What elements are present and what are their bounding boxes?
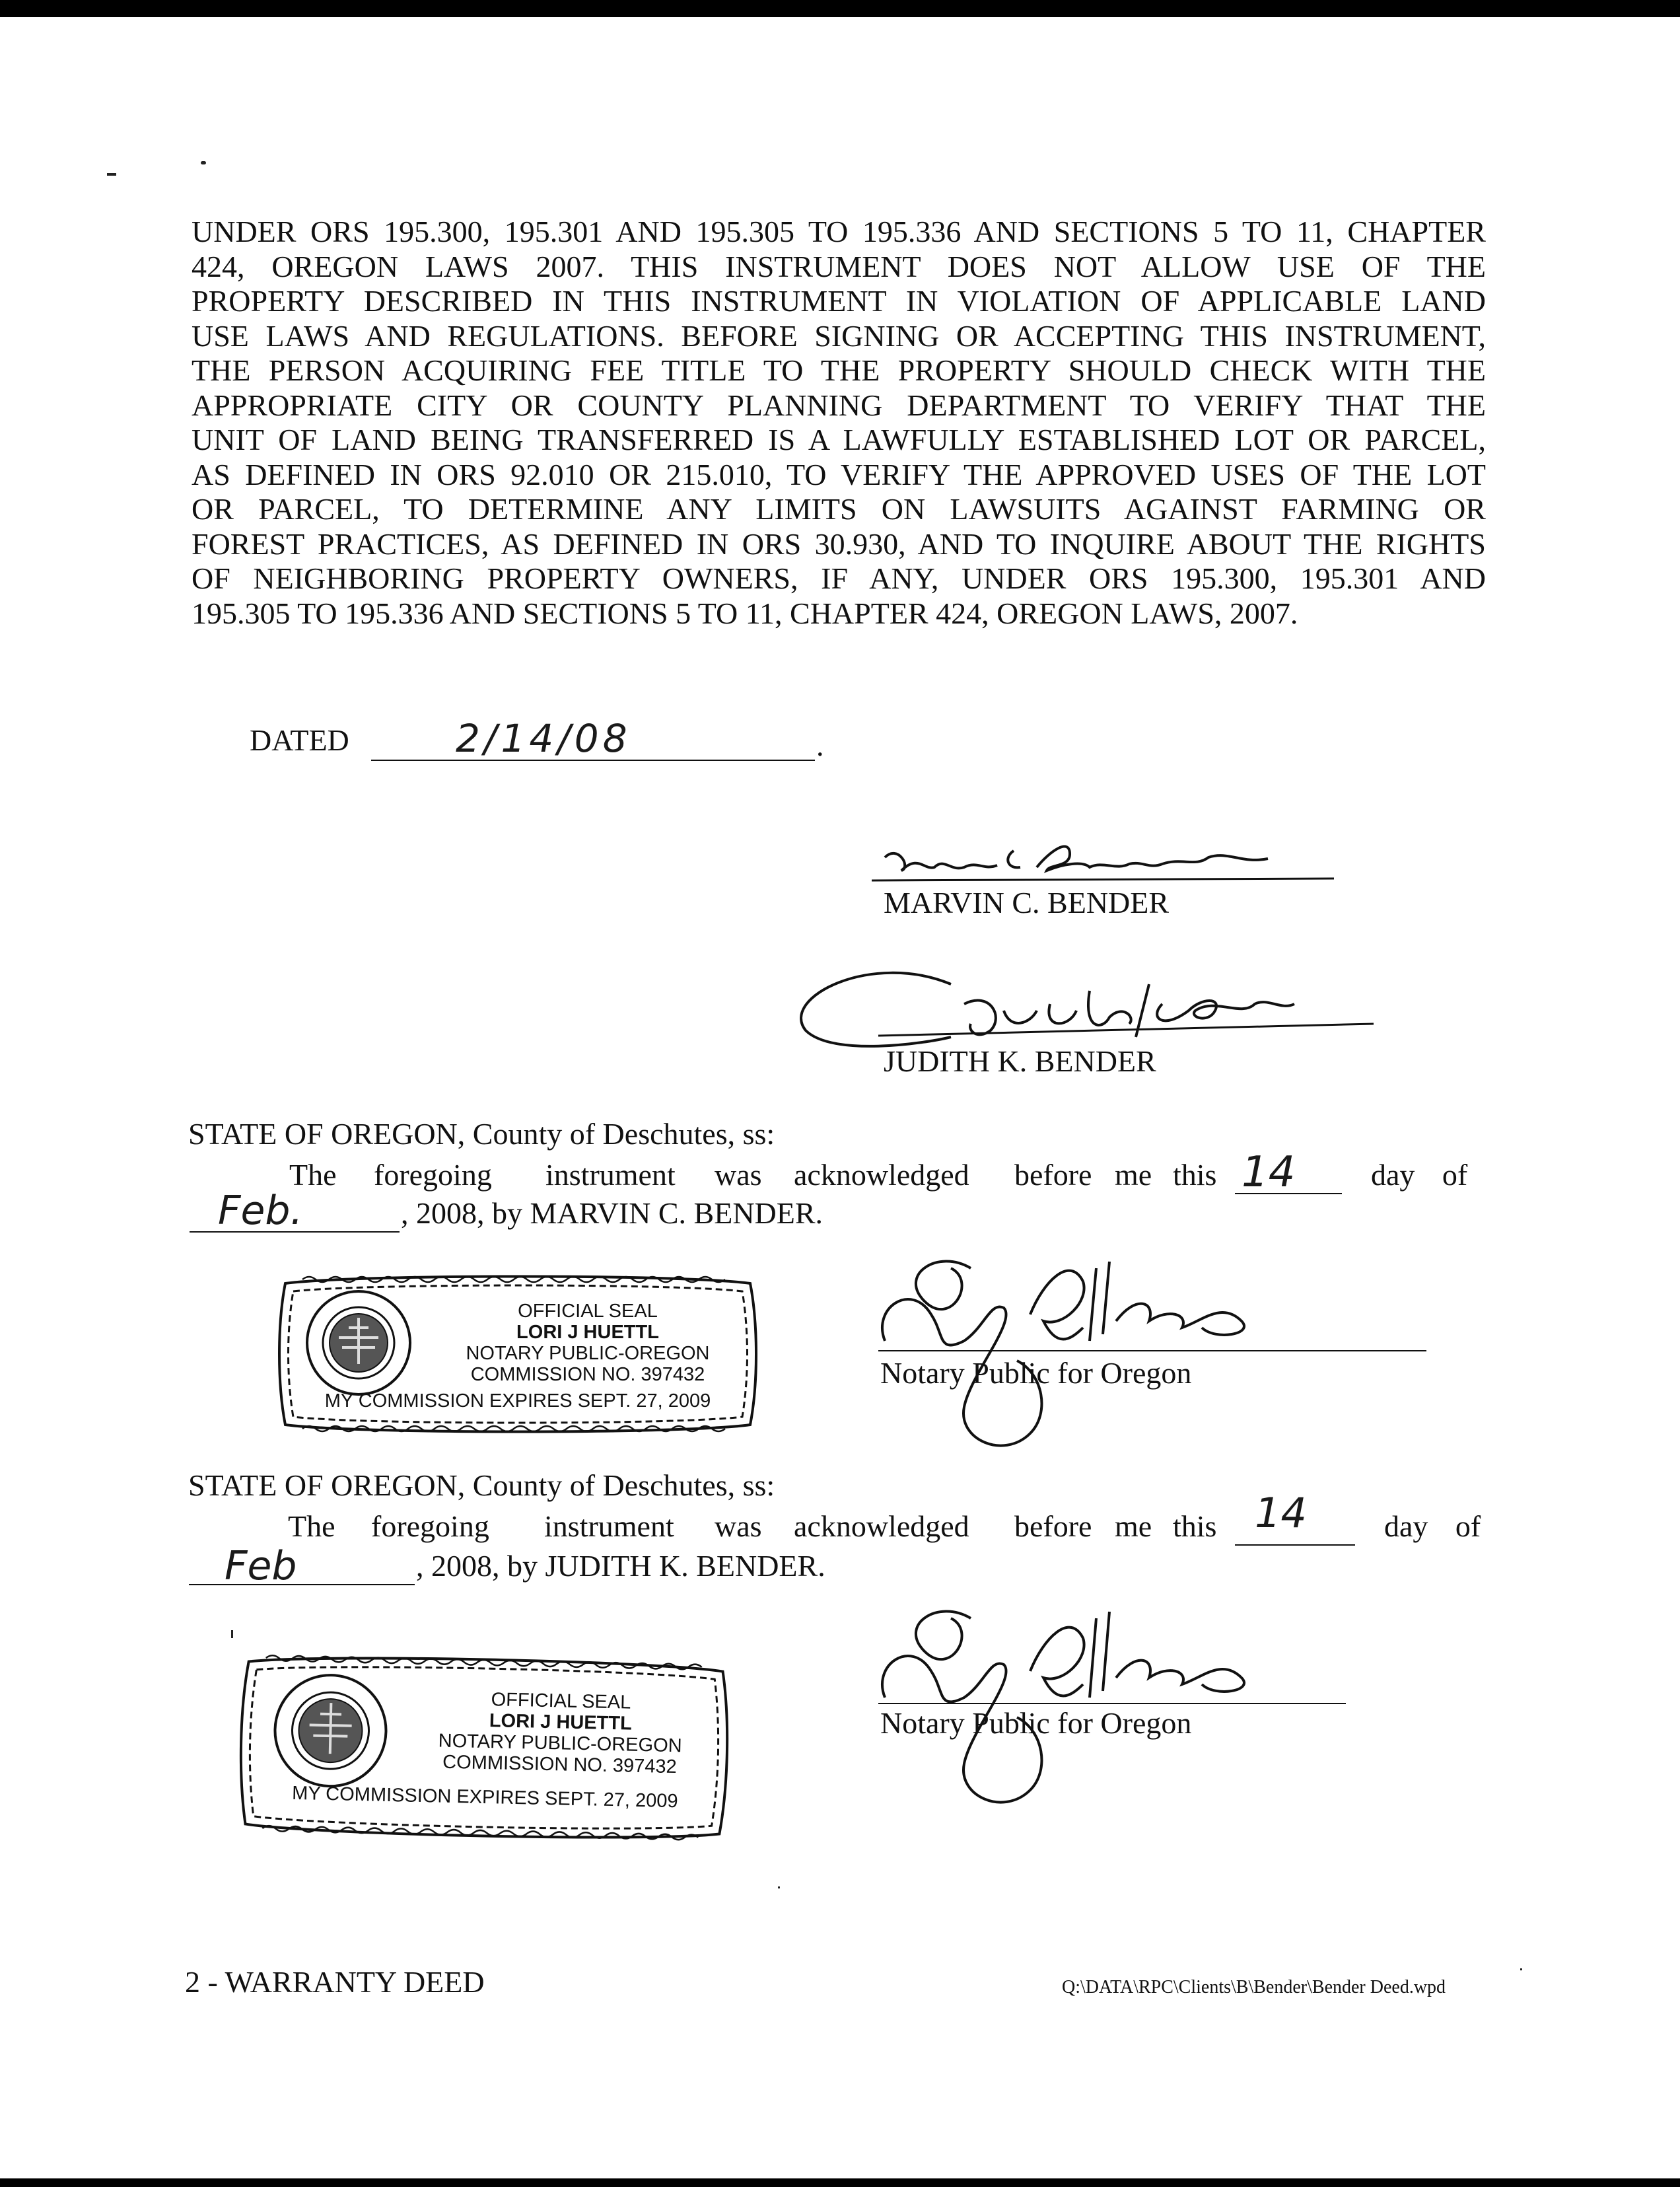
ack1-word: instrument bbox=[545, 1158, 676, 1192]
dated-label: DATED bbox=[250, 723, 349, 757]
ack1-month-handwritten: Feb. bbox=[218, 1188, 303, 1234]
paragraph-line: AS DEFINED IN ORS 92.010 OR 215.010, TO VERIFY THE APPROVED USES OF THE LOT bbox=[192, 457, 1486, 491]
scan-speck bbox=[231, 1630, 233, 1638]
ack1-word: before bbox=[1014, 1158, 1092, 1192]
paragraph-line: 424, OREGON LAWS 2007. THIS INSTRUMENT DOES NOT ALLOW USE OF THE bbox=[192, 249, 1486, 283]
signer-name-judith: JUDITH K. BENDER bbox=[884, 1044, 1156, 1078]
paragraph-line: OR PARCEL, TO DETERMINE ANY LIMITS ON LAWSUITS AGAINST FARMING OR bbox=[192, 492, 1486, 526]
seal-notary-name: LORI J HUETTL bbox=[516, 1322, 659, 1343]
ack2-venue: STATE OF OREGON, County of Deschutes, ss: bbox=[188, 1468, 775, 1502]
paragraph-line: 195.305 TO 195.336 AND SECTIONS 5 TO 11, CHAPTER 424, OREGON LAWS, 2007. bbox=[192, 596, 1298, 630]
seal-notary-name: LORI J HUETTL bbox=[489, 1710, 633, 1735]
dated-period: . bbox=[816, 729, 824, 762]
ack2-day-suffix: day of bbox=[1384, 1509, 1481, 1543]
ack1-word: foregoing bbox=[374, 1158, 492, 1192]
scan-speck bbox=[201, 161, 206, 164]
ack2-month-handwritten: Feb bbox=[225, 1543, 297, 1589]
ack1-day-handwritten: 14 bbox=[1242, 1148, 1296, 1197]
paragraph-line: UNDER ORS 195.300, 195.301 AND 195.305 TO 195.336 AND SECTIONS 5 TO 11, CHAPTER bbox=[192, 215, 1486, 248]
seal-notary-title: NOTARY PUBLIC-OREGON bbox=[466, 1343, 710, 1364]
scan-speck bbox=[778, 1886, 780, 1888]
seal-commission-number: COMMISSION NO. 397432 bbox=[470, 1364, 705, 1385]
notary-signature-1-icon bbox=[872, 1242, 1268, 1453]
seal-expiration: MY COMMISSION EXPIRES SEPT. 27, 2009 bbox=[324, 1390, 711, 1412]
paragraph-line: FOREST PRACTICES, AS DEFINED IN ORS 30.930, AND TO INQUIRE ABOUT THE RIGHTS bbox=[192, 526, 1486, 561]
notary-seal-stamp-1 bbox=[276, 1272, 759, 1437]
ack2-year-by: , 2008, by JUDITH K. BENDER. bbox=[416, 1549, 825, 1583]
ack1-venue: STATE OF OREGON, County of Deschutes, ss: bbox=[188, 1117, 775, 1151]
ack2-word: foregoing bbox=[371, 1509, 489, 1543]
paragraph-line: OF NEIGHBORING PROPERTY OWNERS, IF ANY, UNDER ORS 195.300, 195.301 AND bbox=[192, 561, 1486, 595]
ack2-word: before bbox=[1014, 1509, 1092, 1543]
ack1-word: was bbox=[715, 1158, 762, 1192]
paragraph-line: UNIT OF LAND BEING TRANSFERRED IS A LAWFULLY ESTABLISHED LOT OR PARCEL, bbox=[192, 423, 1486, 456]
signer-name-marvin: MARVIN C. BENDER bbox=[884, 886, 1170, 919]
seal-notary-title: NOTARY PUBLIC-OREGON bbox=[438, 1730, 682, 1757]
ack1-day-suffix: day of bbox=[1371, 1158, 1468, 1192]
ack2-day-underline bbox=[1235, 1544, 1355, 1546]
footer-page-label: 2 - WARRANTY DEED bbox=[185, 1965, 485, 1999]
notary-signature-2-icon bbox=[872, 1592, 1268, 1810]
paragraph-line: APPROPRIATE CITY OR COUNTY PLANNING DEPARTMENT TO VERIFY THAT THE bbox=[192, 388, 1486, 422]
notary-label-2: Notary Public for Oregon bbox=[880, 1706, 1192, 1740]
scan-bottom-edge bbox=[0, 2178, 1680, 2187]
footer-file-path: Q:\DATA\RPC\Clients\B\Bender\Bender Deed.wpd bbox=[1062, 1977, 1446, 1997]
seal-title: OFFICIAL SEAL bbox=[518, 1301, 658, 1322]
ack1-body-start: The bbox=[289, 1158, 337, 1192]
notary-signature-1-line bbox=[878, 1350, 1426, 1351]
seal-commission-number: COMMISSION NO. 397432 bbox=[442, 1751, 678, 1778]
dated-handwritten-value: 2/14/08 bbox=[456, 716, 631, 761]
paragraph-line: USE LAWS AND REGULATIONS. BEFORE SIGNING OR ACCEPTING THIS INSTRUMENT, bbox=[192, 318, 1486, 353]
notary-label-1: Notary Public for Oregon bbox=[880, 1356, 1192, 1390]
ack1-word: this bbox=[1173, 1158, 1217, 1192]
ack2-word: was bbox=[715, 1509, 762, 1543]
ack2-body-start: The bbox=[288, 1509, 335, 1543]
ack2-month-underline bbox=[189, 1584, 415, 1585]
ack2-word: this bbox=[1173, 1509, 1217, 1543]
land-use-disclosure-paragraph bbox=[192, 215, 1486, 631]
notary-seal-stamp-2 bbox=[236, 1649, 732, 1846]
scan-speck bbox=[1520, 1968, 1522, 1970]
ack1-word: acknowledged bbox=[794, 1158, 969, 1192]
ack2-word: acknowledged bbox=[794, 1509, 969, 1543]
scan-speck bbox=[107, 173, 116, 176]
ack1-word: me bbox=[1115, 1158, 1152, 1192]
seal-text-block bbox=[414, 1688, 707, 1778]
ack1-year-by: , 2008, by MARVIN C. BENDER. bbox=[401, 1196, 823, 1230]
seal-expiration: MY COMMISSION EXPIRES SEPT. 27, 2009 bbox=[291, 1782, 678, 1812]
seal-text-block bbox=[449, 1301, 726, 1385]
paragraph-line: THE PERSON ACQUIRING FEE TITLE TO THE PROPERTY SHOULD CHECK WITH THE bbox=[192, 353, 1486, 387]
ack2-word: me bbox=[1115, 1509, 1152, 1543]
notary-signature-2-line bbox=[878, 1703, 1346, 1704]
scan-top-edge bbox=[0, 0, 1680, 17]
paragraph-line: PROPERTY DESCRIBED IN THIS INSTRUMENT IN VIOLATION OF APPLICABLE LAND bbox=[192, 284, 1486, 318]
ack2-word: instrument bbox=[544, 1509, 674, 1543]
seal-title: OFFICIAL SEAL bbox=[491, 1689, 631, 1713]
ack2-day-handwritten: 14 bbox=[1255, 1489, 1307, 1537]
